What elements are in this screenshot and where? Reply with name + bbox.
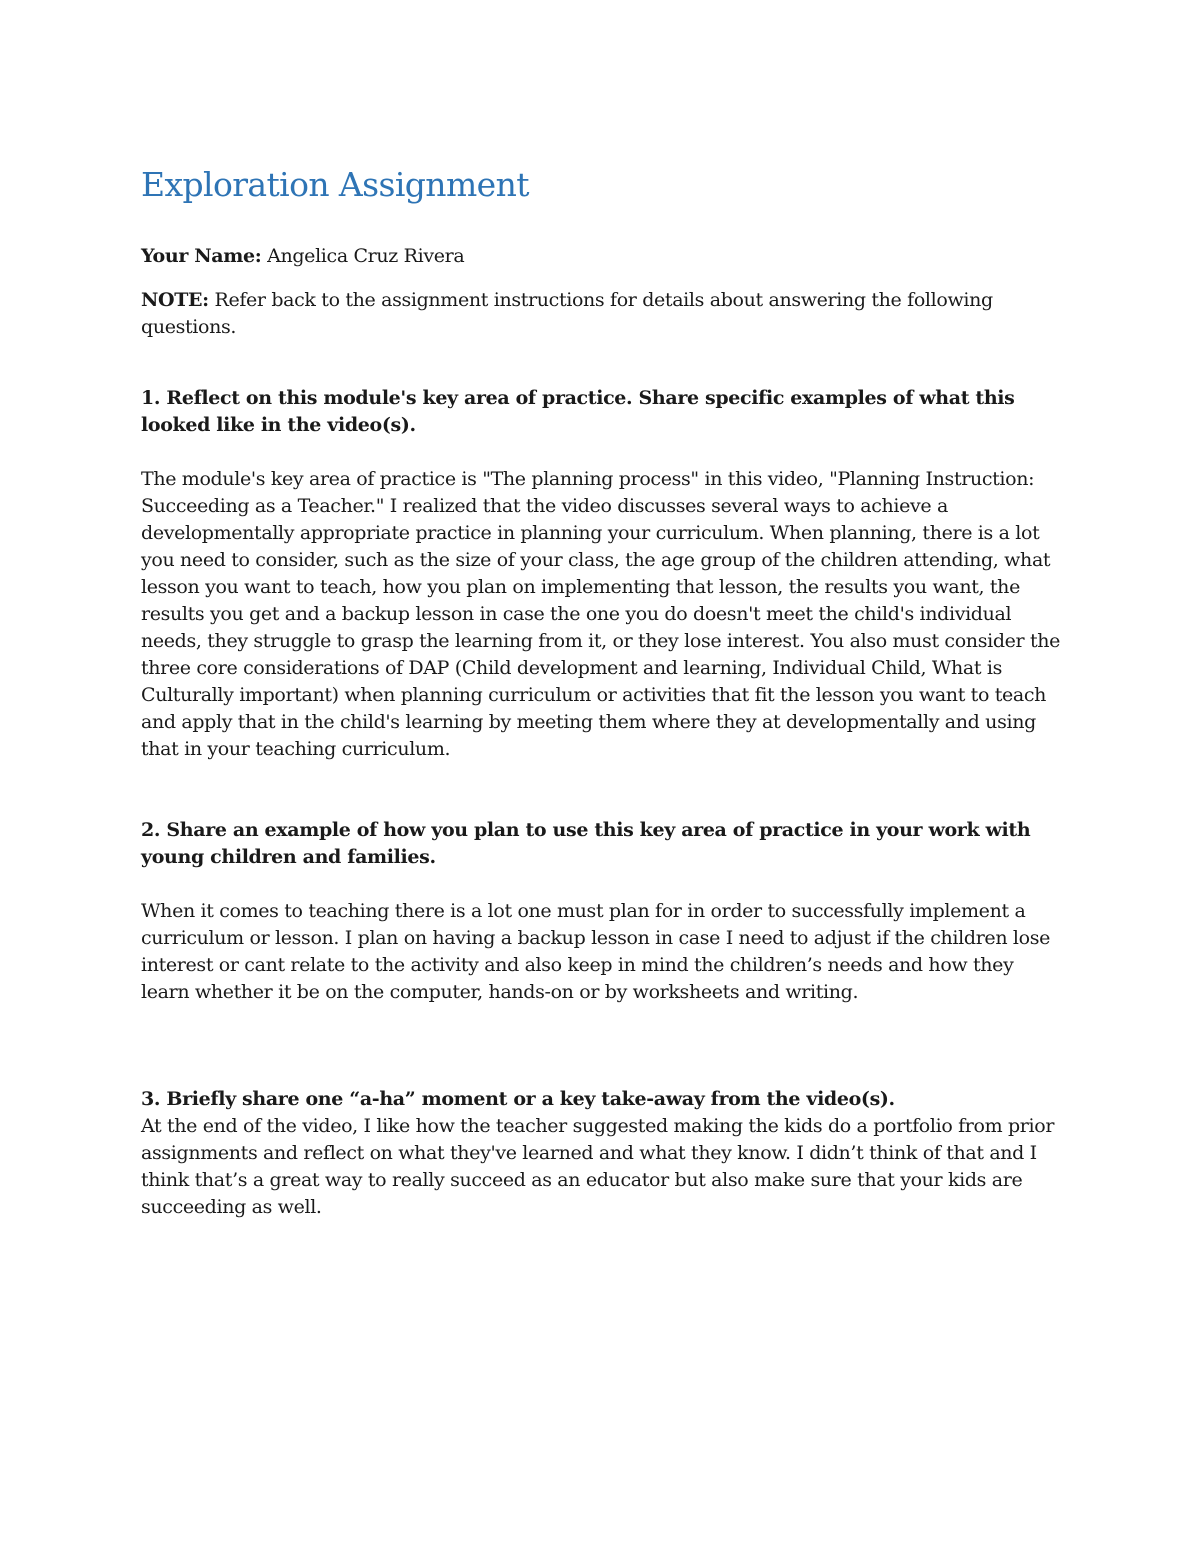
note-text: Refer back to the assignment instructions for details about answering the following questions. bbox=[141, 289, 993, 338]
question-3: 3. Briefly share one “a-ha” moment or a key take-away from the video(s). bbox=[141, 1088, 895, 1110]
document-title: Exploration Assignment bbox=[141, 165, 529, 204]
name-line bbox=[141, 243, 1066, 270]
note-line bbox=[141, 287, 1066, 341]
name-label: Your Name: bbox=[141, 245, 262, 267]
note-label: NOTE: bbox=[141, 289, 209, 311]
answer-3: At the end of the video, I like how the teacher suggested making the kids do a portfolio from prior assignments and reflect on what they've learned and what they know. I didn’t think of that and I think that’s a great way to really succeed as an educator but also make sure that your kids are succeeding as well. bbox=[141, 1115, 1055, 1218]
answer-2: When it comes to teaching there is a lot one must plan for in order to successfully implement a curriculum or lesson. I plan on having a backup lesson in case I need to adjust if the children lose interest or cant relate to the activity and also keep in mind the children’s needs and how they learn whether it be on the computer, hands-on or by worksheets and writing. bbox=[141, 900, 1051, 1003]
question-1: 1. Reflect on this module's key area of practice. Share specific examples of what this looked like in the video(s). bbox=[141, 387, 1015, 436]
name-value: Angelica Cruz Rivera bbox=[261, 245, 465, 267]
answer-1: The module's key area of practice is "The planning process" in this video, "Planning Instruction: Succeeding as a Teacher." I realized that the video discusses several ways to achieve a developmentally appropriate practice in planning your curriculum. When planning, there is a lot you need to consider, such as the size of your class, the age group of the children attending, what lesson you want to teach, how you plan on implementing that lesson, the results you want, the results you get and a backup lesson in case the one you do doesn't meet the child's individual needs, they struggle to grasp the learning from it, or they lose interest. You also must consider the three core considerations of DAP (Child development and learning, Individual Child, What is Culturally important) when planning curriculum or activities that fit the lesson you want to teach and apply that in the child's learning by meeting them where they at developmentally and using that in your teaching curriculum. bbox=[141, 468, 1061, 760]
question-2: 2. Share an example of how you plan to use this key area of practice in your work with young children and families. bbox=[141, 819, 1031, 868]
document-body bbox=[141, 163, 1066, 1221]
